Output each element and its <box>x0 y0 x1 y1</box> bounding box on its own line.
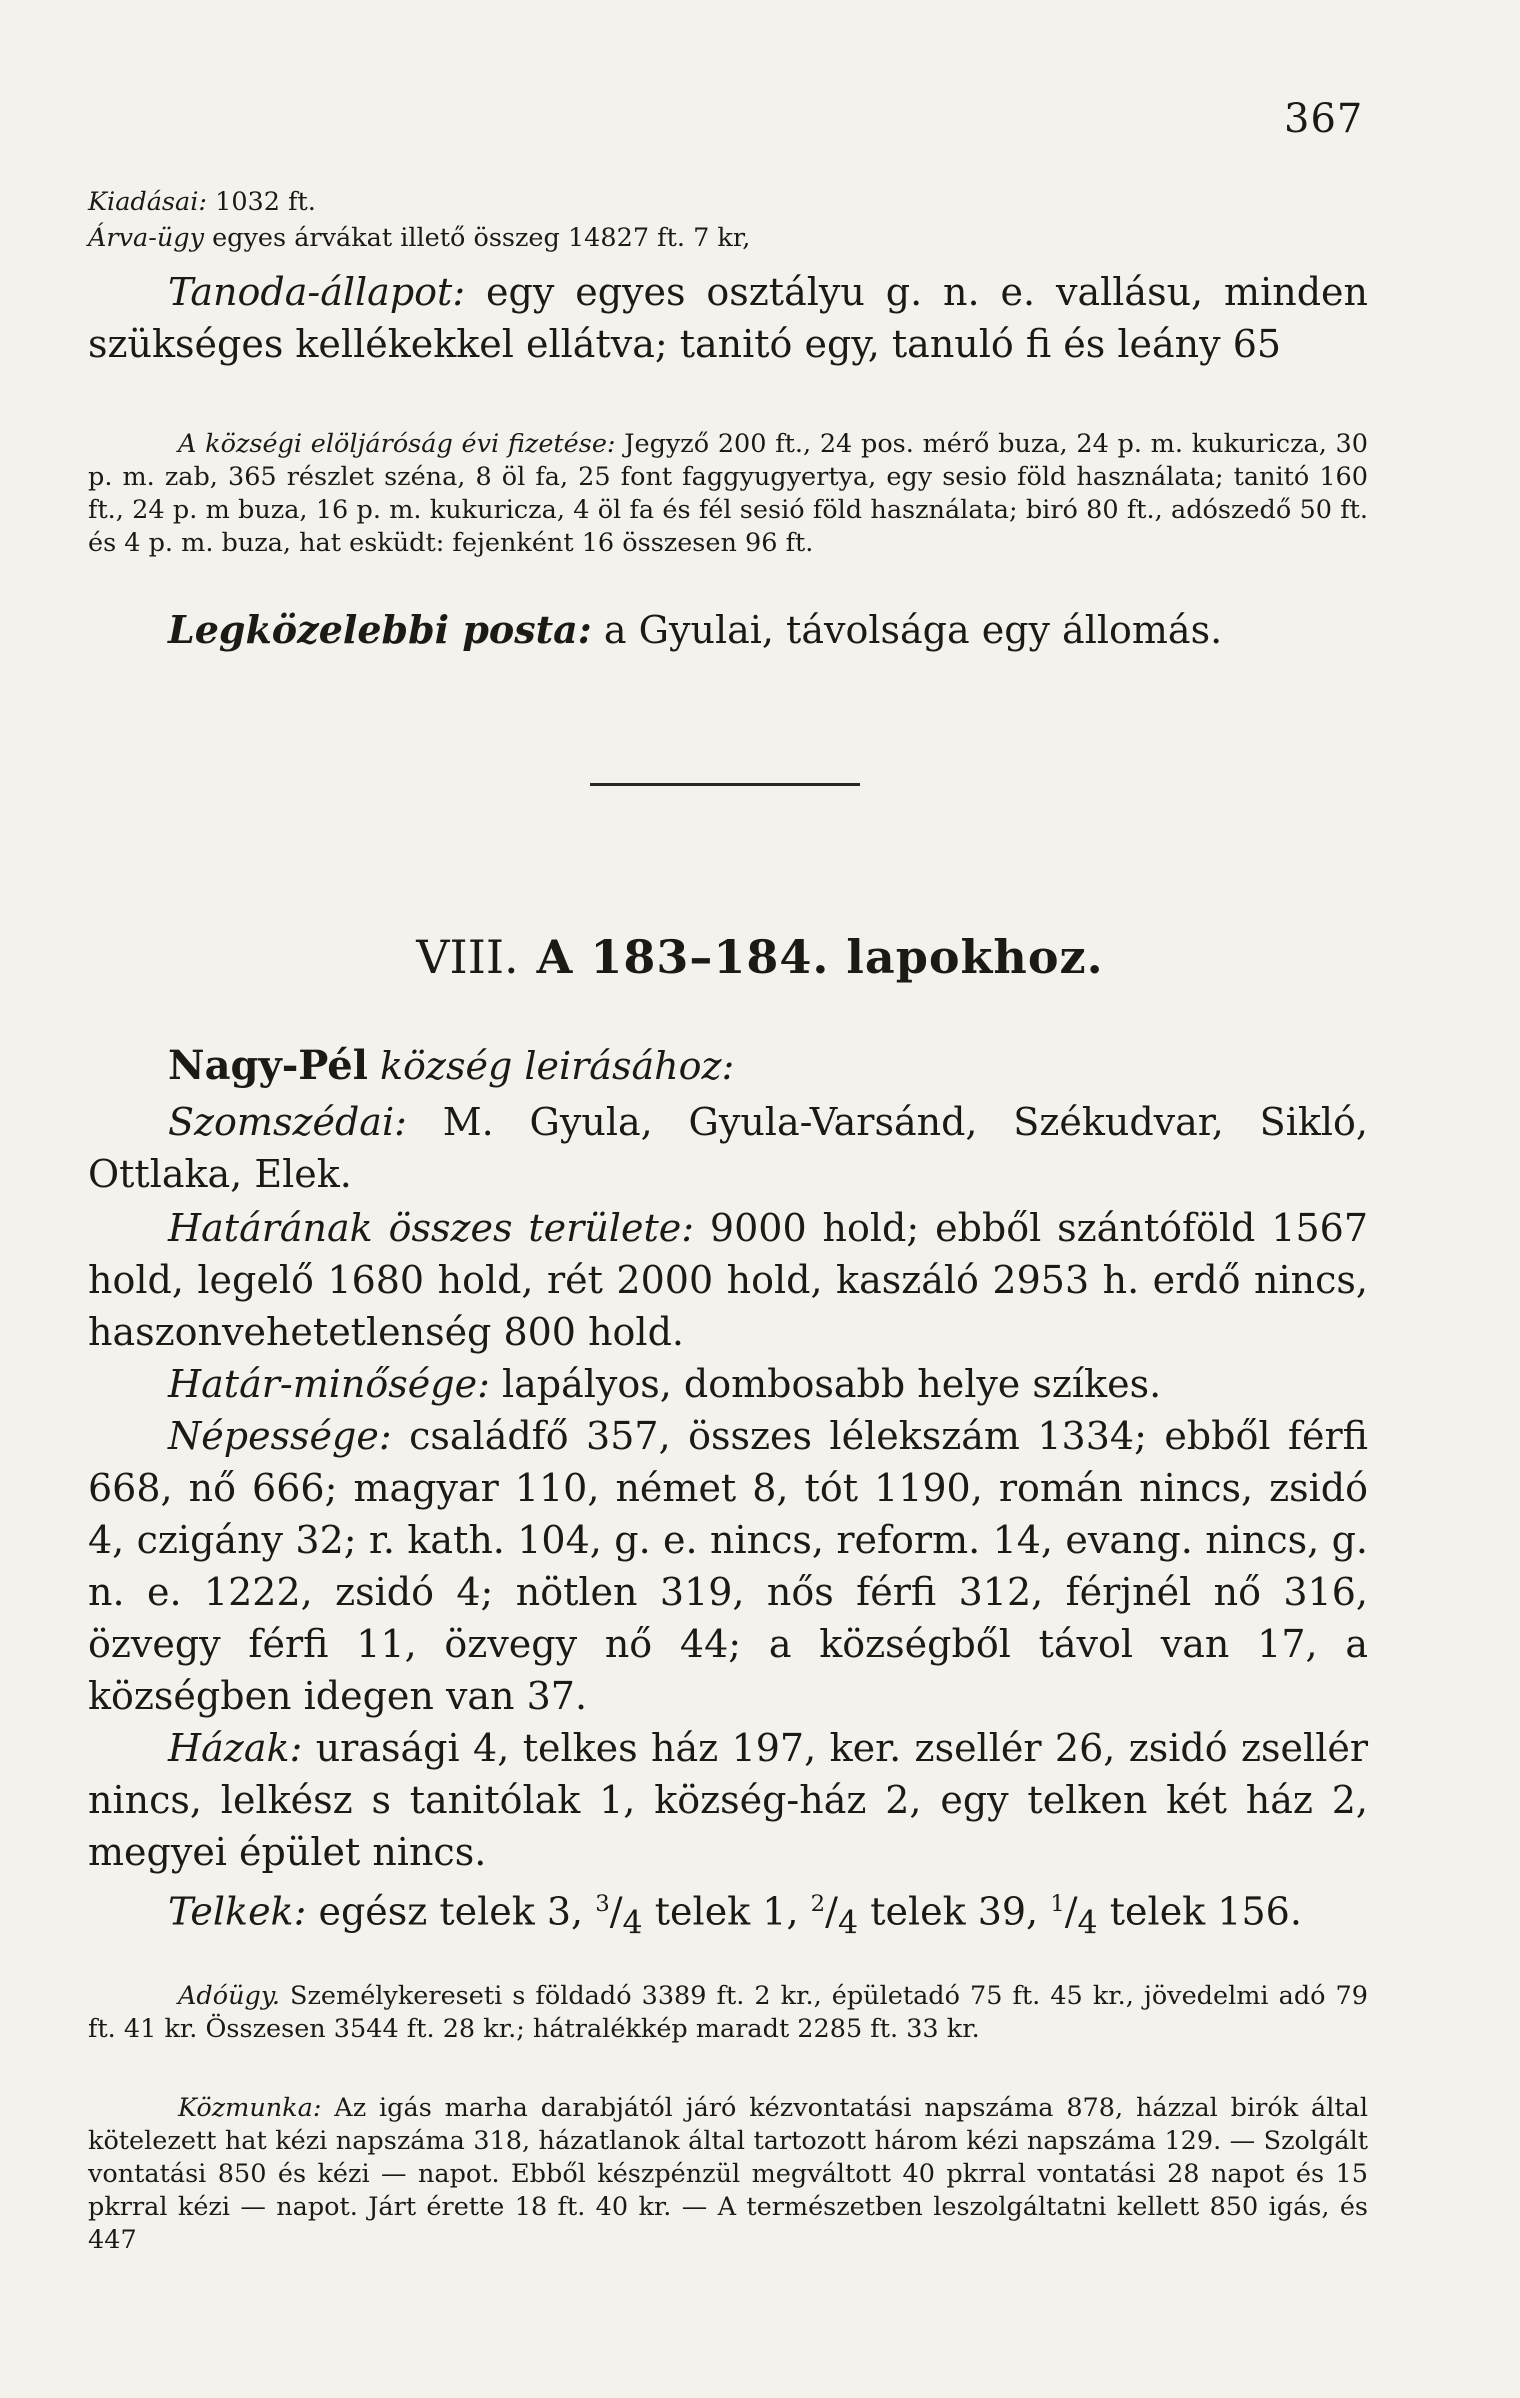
village-lead <box>88 1040 1368 1092</box>
hazak-label: Házak: <box>168 1726 303 1770</box>
hatar-text: 9000 hold; ebből szántóföld 1567 hold, legelő 1680 hold, rét 2000 hold, kaszáló 2953 h. erdő nincs, haszonvehetetlenség 800 hold. <box>88 1206 1368 1354</box>
szomszed-paragraph <box>88 1096 1368 1200</box>
fraction-3-numerator: 1 <box>1050 1891 1065 1917</box>
fraction-1-numerator: 3 <box>595 1891 610 1917</box>
village-name: Nagy-Pél <box>168 1042 368 1089</box>
kozmunka-text: Az igás marha darabjától járó kézvontatási napszáma 878, házzal birók által kötelezett hat kézi napszáma 318, házatlanok által tartozott három kézi napszáma 129. — Szolgált vontatási 850 és kézi — napot. Ebből készpénzül megváltott 40 pkrral vontatási 28 napot és 15 pkrral kézi — napot. Járt érette 18 ft. 40 kr. — A természetben leszolgáltatni kellett 850 igás, és 447 <box>88 2093 1368 2255</box>
fraction-2-numerator: 2 <box>810 1891 826 1917</box>
adougy-text: Személykereseti s földadó 3389 ft. 2 kr., épületadó 75 ft. 45 kr., jövedelmi adó 79 ft. 41 kr. Összesen 3544 ft. 28 kr.; hátralékkép maradt 2285 ft. 33 kr. <box>88 1981 1368 2044</box>
hazak-text: urasági 4, telkes ház 197, ker. zsellér 26, zsidó zsellér nincs, lelkész s tanitólak 1, község-ház 2, egy telken két ház 2, megyei épület nincs. <box>88 1726 1368 1874</box>
adougy-paragraph <box>88 1980 1368 2046</box>
section-divider <box>590 783 860 786</box>
hazak-paragraph <box>88 1722 1368 1878</box>
eloljarosag-paragraph <box>88 428 1368 560</box>
minoseg-text: lapályos, dombosabb helye szíkes. <box>489 1362 1162 1406</box>
telkek-paragraph: Telkek: egész telek 3, $^3/_4$ telek 1, $^2/_4$ telek 39, $^1/_4$ telek 156. <box>168 1889 1302 1942</box>
posta-line <box>88 604 1368 656</box>
telkek-label: Telkek: <box>168 1889 307 1934</box>
kiadasai-text: 1032 ft. <box>206 187 316 217</box>
tanoda-label: Tanoda-állapot: <box>168 270 466 314</box>
kiadasai-label: Kiadásai: <box>88 187 207 217</box>
szomszed-text: M. Gyula, Gyula-Varsánd, Székudvar, Sikló, Ottlaka, Elek. <box>88 1100 1368 1196</box>
telkek-text-2: telek 1, <box>642 1889 811 1934</box>
adougy-label: Adóügy. <box>178 1981 280 2011</box>
arva-text: egyes árvákat illető összeg 14827 ft. 7 kr, <box>203 223 751 253</box>
arva-label: Árva-ügy <box>88 223 204 253</box>
tanoda-paragraph <box>88 266 1368 370</box>
telkek-text-4: telek 156. <box>1097 1889 1302 1934</box>
eloljarosag-text: Jegyző 200 ft., 24 pos. mérő buza, 24 p. m. kukuricza, 30 p. m. zab, 365 részlet széna, 8 öl fa, 25 font faggyugyertya, egy sesio föld használata; tanitó 160 ft., 24 p. m buza, 16 p. m. kukuricza, 4 öl fa és fél sesió föld használata; biró 80 ft., adószedő 50 ft. és 4 p. m. buza, hat esküdt: fejenként 16 összesen 96 ft. <box>88 429 1368 558</box>
telkek-text-1: egész telek 3, <box>306 1889 596 1934</box>
eloljarosag-label: A községi elöljáróság évi fizetése: <box>178 429 616 459</box>
section-heading <box>0 930 1520 984</box>
posta-label: Legközelebbi posta: <box>168 607 592 652</box>
village-lead-text: község leirásához: <box>367 1044 735 1088</box>
fraction-2-denominator: 4 <box>837 1905 859 1942</box>
telkek-text-3: telek 39, <box>858 1889 1051 1934</box>
kozmunka-label: Közmunka: <box>178 2093 322 2123</box>
nepesseg-paragraph <box>88 1410 1368 1722</box>
szomszed-label: Szomszédai: <box>168 1100 407 1144</box>
fraction-3-denominator: 4 <box>1077 1905 1098 1942</box>
hatar-label: Határának összes területe: <box>168 1206 695 1250</box>
minoseg-paragraph <box>88 1358 1368 1410</box>
nepesseg-text: családfő 357, összes lélekszám 1334; ebből férfi 668, nő 666; magyar 110, német 8, tót 1190, román nincs, zsidó 4, czigány 32; r. kath. 104, g. e. nincs, reform. 14, evang. nincs, g. n. e. 1222, zsidó 4; nötlen 319, nős férfi 312, férjnél nő 316, özvegy férfi 11, özvegy nő 44; a községből távol van 17, a községben idegen van 37. <box>88 1414 1368 1718</box>
minoseg-label: Határ-minősége: <box>168 1362 490 1406</box>
heading-roman: VIII. <box>416 930 519 984</box>
fraction-1-denominator: 4 <box>622 1905 643 1942</box>
arva-line <box>88 222 1368 255</box>
kozmunka-paragraph <box>88 2092 1368 2257</box>
nepesseg-label: Népessége: <box>168 1414 392 1458</box>
posta-text: a Gyulai, távolsága egy állomás. <box>591 608 1223 652</box>
tanoda-text: egy egyes osztályu g. n. e. vallásu, minden szükséges kellékekkel ellátva; tanitó egy, tanuló fi és leány 65 <box>88 270 1368 366</box>
page-number: 367 <box>1284 96 1364 142</box>
kiadasai-line <box>88 186 1368 219</box>
hatar-paragraph <box>88 1202 1368 1358</box>
heading-title: A 183–184. lapokhoz. <box>536 930 1104 984</box>
